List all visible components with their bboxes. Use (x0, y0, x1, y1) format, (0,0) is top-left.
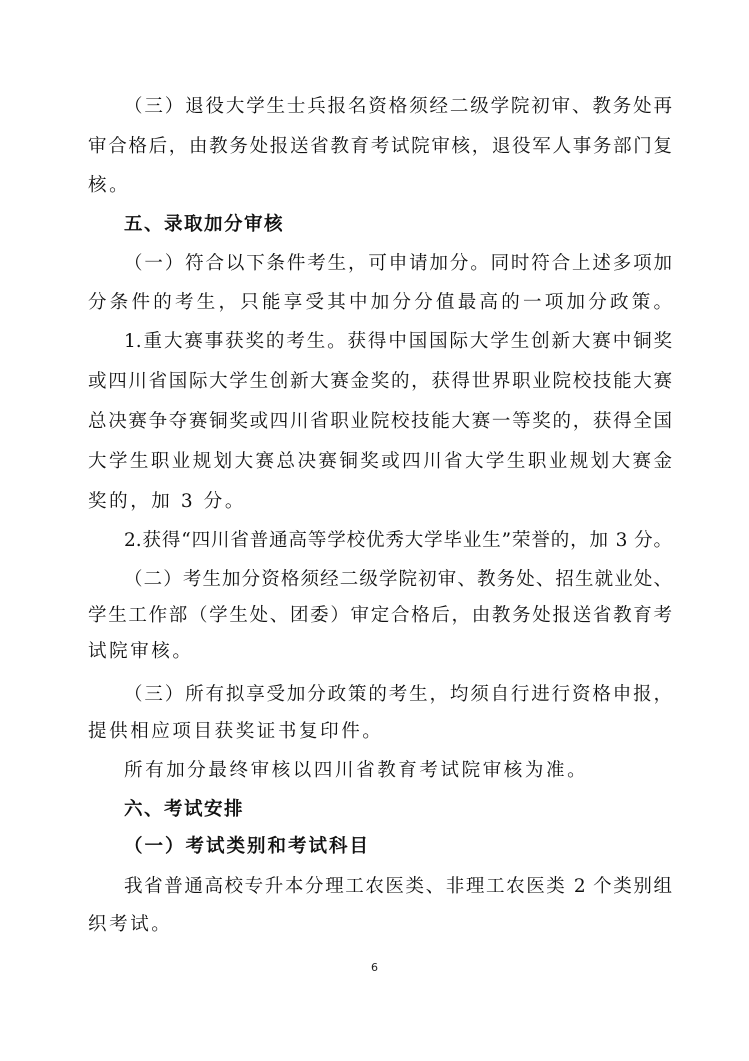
paragraph-line: 织考试。 (88, 914, 173, 935)
paragraph-line: 我省普通高校专升本分理工农医类、非理工农医类 2 个类别组 (124, 876, 672, 897)
paragraph-line: 审合格后，由教务处报送省教育考试院审核，退役军人事务部门复 (88, 136, 672, 157)
paragraph-line: 提供相应项目获奖证书复印件。 (88, 721, 384, 742)
section-heading-5: 五、录取加分审核 (124, 214, 285, 235)
paragraph-line: （三）所有拟享受加分政策的考生，均须自行进行资格申报， (124, 684, 672, 705)
paragraph-line: 奖的，加 3 分。 (88, 491, 246, 512)
paragraph-line: （二）考生加分资格须经二级学院初审、教务处、招生就业处、 (124, 569, 672, 590)
paragraph-line: 学生工作部（学生处、团委）审定合格后，由教务处报送省教育考 (88, 605, 672, 626)
section-heading-6: 六、考试安排 (124, 799, 245, 820)
paragraph-line: 试院审核。 (88, 641, 194, 662)
paragraph-line: 核。 (88, 175, 131, 196)
paragraph-line: 或四川省国际大学生创新大赛金奖的，获得世界职业院校技能大赛 (88, 371, 672, 392)
subsection-heading: （一）考试类别和考试科目 (124, 836, 371, 857)
paragraph-line: 1.重大赛事获奖的考生。获得中国国际大学生创新大赛中铜奖 (124, 331, 672, 352)
paragraph-line: 2.获得“四川省普通高等学校优秀大学毕业生”荣誉的，加 3 分。 (124, 530, 672, 551)
paragraph-line: （一）符合以下条件考生，可申请加分。同时符合上述多项加 (124, 253, 672, 274)
paragraph-line: 大学生职业规划大赛总决赛铜奖或四川省大学生职业规划大赛金 (88, 451, 672, 472)
paragraph-line: 分条件的考生，只能享受其中加分分值最高的一项加分政策。 (88, 292, 672, 313)
paragraph-line: 总决赛争夺赛铜奖或四川省职业院校技能大赛一等奖的，获得全国 (88, 411, 672, 432)
paragraph-line: 所有加分最终审核以四川省教育考试院审核为准。 (124, 760, 589, 781)
page-number: 6 (371, 961, 378, 974)
paragraph-line: （三）退役大学生士兵报名资格须经二级学院初审、教务处再 (124, 96, 672, 117)
